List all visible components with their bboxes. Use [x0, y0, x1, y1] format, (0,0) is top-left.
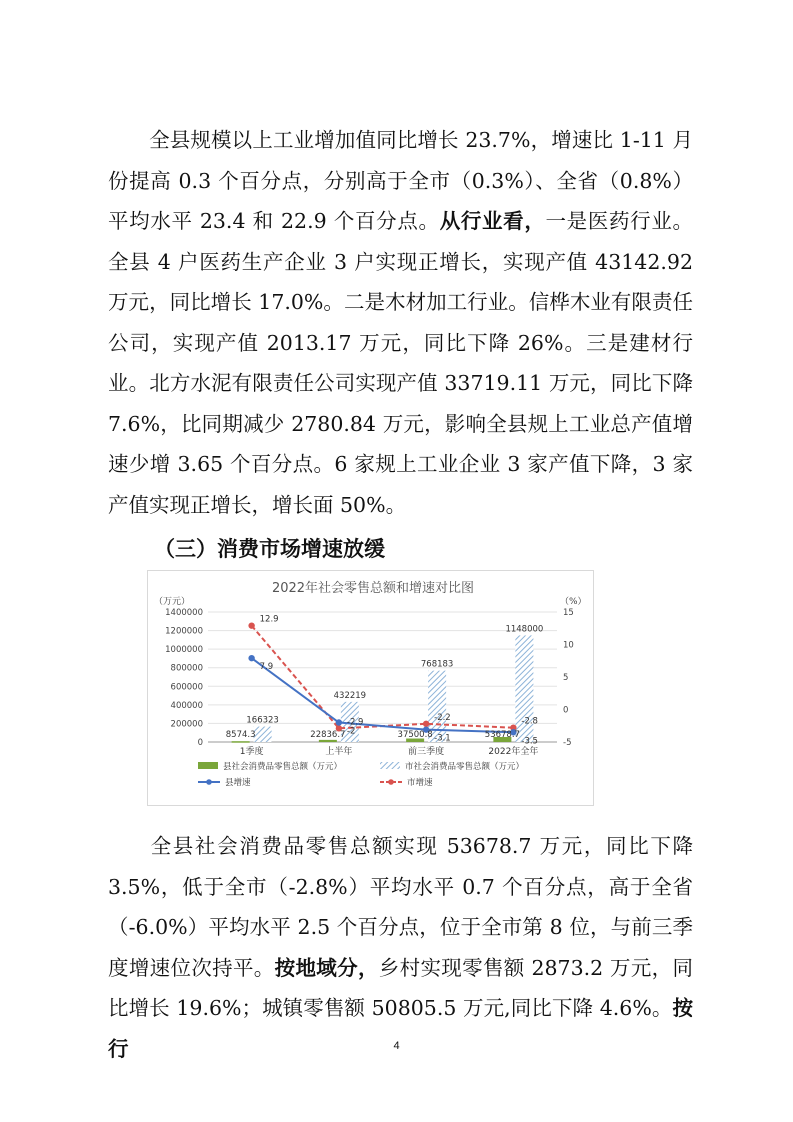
- city-growth-label: -2.2: [434, 712, 451, 723]
- county-growth-label: 7.9: [259, 662, 274, 673]
- paragraph-bold-phrase: 按行: [108, 996, 693, 1061]
- legend-county-retail-swatch: [198, 762, 218, 769]
- county-growth-point: [336, 719, 342, 725]
- legend-city-retail-swatch: [380, 762, 400, 769]
- county-growth-point: [248, 655, 254, 661]
- legend-city-growth-label: 市增速: [407, 778, 433, 788]
- city-growth-point: [423, 721, 429, 727]
- county-growth-label: -3.1: [434, 733, 451, 744]
- city-growth-label: -2.9: [346, 717, 364, 728]
- left-axis-unit: （万元）: [154, 597, 191, 607]
- category-label: 前三季度: [408, 747, 445, 757]
- county-growth-line: [252, 658, 514, 732]
- retail-chart: [147, 570, 594, 806]
- section-heading: （三）消费市场增速放缓: [154, 537, 385, 561]
- paragraph-consumption: [108, 826, 693, 1069]
- county-retail-label: 37500.8: [397, 730, 433, 740]
- right-tick-label: -5: [563, 738, 572, 748]
- category-label: 2022年全年: [488, 747, 539, 757]
- left-tick-label: 0: [197, 738, 203, 748]
- paragraph-text: 全县社会消费品零售总额实现 53678.7 万元，同比下降 3.5%，低于全市（-2.8%）平均水平 0.7 个百分点，高于全省（-6.0%）平均水平 2.5 个百分点，位于全市第 8 位，与前三季度增速位次持平。: [108, 834, 693, 980]
- right-tick-label: 15: [563, 608, 574, 618]
- left-tick-label: 200000: [170, 719, 203, 730]
- city-growth-point: [248, 622, 254, 628]
- page-number: 4: [393, 1040, 400, 1052]
- city-growth-label: 12.9: [259, 614, 279, 625]
- paragraph-bold-phrase: 按地域分，: [274, 955, 379, 980]
- left-tick-label: 1400000: [165, 608, 203, 618]
- right-tick-label: 0: [563, 705, 569, 716]
- county-retail-bar: [319, 740, 337, 742]
- city-retail-label: 166323: [246, 715, 279, 726]
- legend-county-retail-label: 县社会消费品零售总额（万元）: [223, 762, 343, 772]
- paragraph-text: 乡村实现零售额 2873.2 万元，同比增长 19.6%；城镇零售额 50805.5 万元,同比下降 4.6%。: [108, 955, 694, 1020]
- legend-county-growth-label: 县增速: [225, 778, 251, 788]
- city-growth-label: -2.8: [521, 716, 538, 727]
- retail-chart-svg: [148, 571, 593, 805]
- paragraph-industry: [108, 120, 693, 525]
- legend-city-retail-label: 市社会消费品零售总额（万元）: [405, 762, 525, 772]
- legend-city-growth-marker: [388, 779, 394, 785]
- city-retail-label: 432219: [333, 690, 367, 701]
- left-tick-label: 800000: [170, 663, 203, 674]
- county-retail-label: 22836.7: [310, 730, 346, 740]
- chart-title: 2022年社会零售总额和增速对比图: [271, 581, 475, 596]
- paragraph-bold-phrase: 从行业看，: [439, 209, 546, 233]
- city-retail-label: 768183: [420, 659, 454, 670]
- paragraph-text: 全县规模以上工业增加值同比增长 23.7%，增速比 1-11 月份提高 0.3 个百分点，分别高于全市（0.3%）、全省（0.8%）平均水平 23.4 和 22.9 个百分点。: [108, 128, 693, 233]
- city-retail-label: 1148000: [505, 624, 544, 635]
- category-label: 上半年: [325, 747, 353, 757]
- category-label: 1季度: [239, 747, 264, 757]
- county-retail-label: 53678.7: [484, 730, 520, 740]
- left-tick-label: 1000000: [165, 645, 203, 656]
- county-growth-label: -3.5: [521, 736, 538, 747]
- left-tick-label: 1200000: [165, 626, 203, 637]
- right-axis-unit: （%）: [560, 597, 587, 607]
- county-growth-label: -2: [346, 726, 356, 737]
- city-growth-line: [252, 626, 514, 729]
- left-tick-label: 400000: [170, 700, 203, 711]
- legend-county-growth-marker: [206, 779, 212, 785]
- left-tick-label: 600000: [170, 682, 203, 693]
- county-retail-label: 8574.3: [225, 730, 256, 740]
- city-retail-bar: [254, 727, 272, 742]
- county-retail-bar: [232, 741, 250, 743]
- right-tick-label: 10: [563, 640, 574, 651]
- paragraph-text: 一是医药行业。全县 4 户医药生产企业 3 户实现正增长，实现产值 43142.92 万元，同比增长 17.0%。二是木材加工行业。信桦木业有限责任公司，实现产值 2013.17 万元，同比下降 26%。三是建材行业。北方水泥有限责任公司实现产值 33719.11 万元，同比下降 7.6%，比同期减少 2780.84 万元，影响全县规上工业总产值增速少增 3.65 个百分点。6 家规上工业企业 3 家产值下降，3 家产值实现正增长，增长面 50%。: [108, 209, 694, 517]
- right-tick-label: 5: [563, 673, 569, 683]
